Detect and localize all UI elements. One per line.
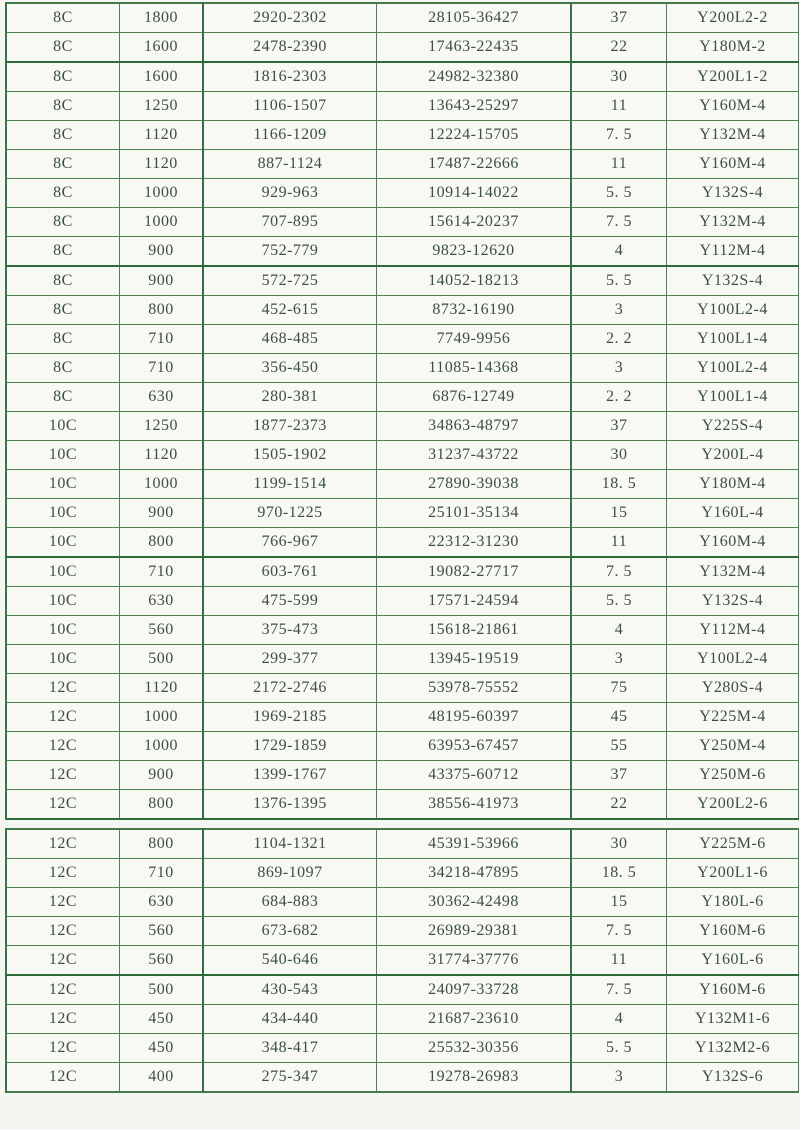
table-cell: 900 bbox=[120, 237, 204, 267]
table-cell: 800 bbox=[120, 829, 204, 859]
table-cell: 10C bbox=[6, 587, 120, 616]
table-cell: 30 bbox=[571, 441, 667, 470]
table-row bbox=[6, 674, 799, 703]
table-cell: 900 bbox=[120, 266, 204, 296]
table-cell: 710 bbox=[120, 557, 204, 587]
table-row bbox=[6, 383, 799, 412]
table-cell: 752-779 bbox=[203, 237, 377, 267]
table-row bbox=[6, 62, 799, 92]
table-cell: 24097-33728 bbox=[377, 975, 572, 1005]
table-cell: 684-883 bbox=[203, 888, 377, 917]
table-cell: 630 bbox=[120, 383, 204, 412]
table-cell: 275-347 bbox=[203, 1063, 377, 1093]
table-cell: Y200L1-2 bbox=[667, 62, 799, 92]
table-cell: Y132M-4 bbox=[667, 121, 799, 150]
table-cell: 8C bbox=[6, 296, 120, 325]
table-cell: 348-417 bbox=[203, 1034, 377, 1063]
table-row bbox=[6, 859, 799, 888]
table-cell: Y100L2-4 bbox=[667, 645, 799, 674]
table-cell: 800 bbox=[120, 296, 204, 325]
table-row bbox=[6, 325, 799, 354]
table-cell: 7. 5 bbox=[571, 975, 667, 1005]
table-cell: 10C bbox=[6, 557, 120, 587]
table-cell: 12C bbox=[6, 946, 120, 976]
table-row bbox=[6, 703, 799, 732]
table-row bbox=[6, 412, 799, 441]
table-cell: 8C bbox=[6, 179, 120, 208]
table-cell: 12C bbox=[6, 761, 120, 790]
table-cell: 11 bbox=[571, 528, 667, 558]
table-cell: 30362-42498 bbox=[377, 888, 572, 917]
table-cell: 17463-22435 bbox=[377, 33, 572, 63]
table-cell: 21687-23610 bbox=[377, 1005, 572, 1034]
table-cell: 34863-48797 bbox=[377, 412, 572, 441]
table-cell: 8C bbox=[6, 3, 120, 33]
table-cell: 7. 5 bbox=[571, 208, 667, 237]
table-cell: 280-381 bbox=[203, 383, 377, 412]
table-row bbox=[6, 354, 799, 383]
table-cell: 8C bbox=[6, 208, 120, 237]
table-cell: 15614-20237 bbox=[377, 208, 572, 237]
table-cell: 1250 bbox=[120, 92, 204, 121]
table-cell: 452-615 bbox=[203, 296, 377, 325]
table-row bbox=[6, 499, 799, 528]
table-cell: 1104-1321 bbox=[203, 829, 377, 859]
table-cell: 10C bbox=[6, 499, 120, 528]
table-cell: 1000 bbox=[120, 208, 204, 237]
table-cell: 38556-41973 bbox=[377, 790, 572, 820]
table-cell: 15618-21861 bbox=[377, 616, 572, 645]
table-cell: 1120 bbox=[120, 121, 204, 150]
table-row bbox=[6, 208, 799, 237]
table-cell: 6876-12749 bbox=[377, 383, 572, 412]
table-cell: Y225M-6 bbox=[667, 829, 799, 859]
table-cell: 37 bbox=[571, 3, 667, 33]
table-cell: 500 bbox=[120, 975, 204, 1005]
table-cell: 7749-9956 bbox=[377, 325, 572, 354]
table-cell: 1376-1395 bbox=[203, 790, 377, 820]
table-cell: 4 bbox=[571, 237, 667, 267]
table-cell: Y200L2-2 bbox=[667, 3, 799, 33]
table-cell: 560 bbox=[120, 946, 204, 976]
table-cell: 28105-36427 bbox=[377, 3, 572, 33]
table-cell: 887-1124 bbox=[203, 150, 377, 179]
table-cell: 5. 5 bbox=[571, 179, 667, 208]
table-cell: Y160M-4 bbox=[667, 150, 799, 179]
table-cell: 45391-53966 bbox=[377, 829, 572, 859]
table-cell: 450 bbox=[120, 1005, 204, 1034]
table-cell: 1600 bbox=[120, 33, 204, 63]
table-cell: 1505-1902 bbox=[203, 441, 377, 470]
table-cell: 34218-47895 bbox=[377, 859, 572, 888]
table-row bbox=[6, 732, 799, 761]
table-row bbox=[6, 790, 799, 820]
table-row bbox=[6, 528, 799, 558]
table-cell: 37 bbox=[571, 412, 667, 441]
table-cell: 8C bbox=[6, 62, 120, 92]
table-cell: 560 bbox=[120, 917, 204, 946]
table-row bbox=[6, 645, 799, 674]
table-cell: 24982-32380 bbox=[377, 62, 572, 92]
table-cell: 3 bbox=[571, 354, 667, 383]
table-cell: Y112M-4 bbox=[667, 237, 799, 267]
table-cell: 630 bbox=[120, 888, 204, 917]
table-cell: 8C bbox=[6, 325, 120, 354]
table-cell: Y132M-4 bbox=[667, 557, 799, 587]
table-cell: 5. 5 bbox=[571, 266, 667, 296]
table-cell: Y160L-6 bbox=[667, 946, 799, 976]
table-cell: 2920-2302 bbox=[203, 3, 377, 33]
table-cell: 1816-2303 bbox=[203, 62, 377, 92]
table-cell: 430-543 bbox=[203, 975, 377, 1005]
table-row bbox=[6, 470, 799, 499]
table-cell: 1877-2373 bbox=[203, 412, 377, 441]
table-cell: 30 bbox=[571, 829, 667, 859]
table-cell: 1399-1767 bbox=[203, 761, 377, 790]
table-cell: 4 bbox=[571, 616, 667, 645]
table-cell: 11 bbox=[571, 92, 667, 121]
table-cell: 3 bbox=[571, 296, 667, 325]
table-cell: 299-377 bbox=[203, 645, 377, 674]
table-cell: 603-761 bbox=[203, 557, 377, 587]
table-cell: 11 bbox=[571, 946, 667, 976]
table-cell: 710 bbox=[120, 325, 204, 354]
table-row bbox=[6, 179, 799, 208]
table-cell: 25101-35134 bbox=[377, 499, 572, 528]
table-row bbox=[6, 33, 799, 63]
table-cell: Y132S-6 bbox=[667, 1063, 799, 1093]
table-cell: 14052-18213 bbox=[377, 266, 572, 296]
table-cell: 1106-1507 bbox=[203, 92, 377, 121]
table-cell: 710 bbox=[120, 354, 204, 383]
table-cell: 400 bbox=[120, 1063, 204, 1093]
table-row bbox=[6, 121, 799, 150]
table-row bbox=[6, 587, 799, 616]
table-cell: 540-646 bbox=[203, 946, 377, 976]
table-cell: 63953-67457 bbox=[377, 732, 572, 761]
table-row bbox=[6, 237, 799, 267]
table-cell: 31237-43722 bbox=[377, 441, 572, 470]
table-cell: Y132S-4 bbox=[667, 266, 799, 296]
table-cell: 8C bbox=[6, 150, 120, 179]
table-cell: 5. 5 bbox=[571, 1034, 667, 1063]
table-cell: 1969-2185 bbox=[203, 703, 377, 732]
table-cell: Y132S-4 bbox=[667, 587, 799, 616]
table-cell: 1000 bbox=[120, 470, 204, 499]
table-cell: 468-485 bbox=[203, 325, 377, 354]
table-row bbox=[6, 761, 799, 790]
table-cell: 5. 5 bbox=[571, 587, 667, 616]
table-cell: 13945-19519 bbox=[377, 645, 572, 674]
table-cell: 766-967 bbox=[203, 528, 377, 558]
table-cell: 12C bbox=[6, 674, 120, 703]
table-cell: 10C bbox=[6, 470, 120, 499]
table-cell: 12C bbox=[6, 1005, 120, 1034]
table-cell: 25532-30356 bbox=[377, 1034, 572, 1063]
table-cell: Y280S-4 bbox=[667, 674, 799, 703]
table-row bbox=[6, 975, 799, 1005]
table-cell: 22 bbox=[571, 790, 667, 820]
table-cell: 1800 bbox=[120, 3, 204, 33]
table-cell: Y160M-4 bbox=[667, 92, 799, 121]
spec-table-lower bbox=[5, 828, 799, 1093]
table-cell: 1166-1209 bbox=[203, 121, 377, 150]
table-cell: 10C bbox=[6, 441, 120, 470]
table-cell: 673-682 bbox=[203, 917, 377, 946]
table-cell: 12C bbox=[6, 1034, 120, 1063]
table-cell: 7. 5 bbox=[571, 917, 667, 946]
table-cell: 630 bbox=[120, 587, 204, 616]
table-row bbox=[6, 917, 799, 946]
table-cell: 7. 5 bbox=[571, 121, 667, 150]
table-cell: 26989-29381 bbox=[377, 917, 572, 946]
table-cell: 560 bbox=[120, 616, 204, 645]
table-cell: 75 bbox=[571, 674, 667, 703]
table-cell: 572-725 bbox=[203, 266, 377, 296]
table-row bbox=[6, 150, 799, 179]
table-cell: 1000 bbox=[120, 732, 204, 761]
table-cell: Y180L-6 bbox=[667, 888, 799, 917]
table-cell: 12C bbox=[6, 917, 120, 946]
table-row bbox=[6, 829, 799, 859]
table-row bbox=[6, 946, 799, 976]
table-cell: Y180M-2 bbox=[667, 33, 799, 63]
table-cell: 475-599 bbox=[203, 587, 377, 616]
table-cell: Y132S-4 bbox=[667, 179, 799, 208]
table-row bbox=[6, 3, 799, 33]
table-cell: 53978-75552 bbox=[377, 674, 572, 703]
table-cell: Y200L2-6 bbox=[667, 790, 799, 820]
table-cell: Y100L2-4 bbox=[667, 296, 799, 325]
table-row bbox=[6, 441, 799, 470]
table-cell: 10C bbox=[6, 528, 120, 558]
table-cell: 12C bbox=[6, 829, 120, 859]
table-cell: Y180M-4 bbox=[667, 470, 799, 499]
table-row bbox=[6, 557, 799, 587]
table-cell: 1600 bbox=[120, 62, 204, 92]
table-cell: Y100L1-4 bbox=[667, 383, 799, 412]
table-cell: 1729-1859 bbox=[203, 732, 377, 761]
table-cell: 8C bbox=[6, 33, 120, 63]
table-cell: Y160M-4 bbox=[667, 528, 799, 558]
table-cell: 45 bbox=[571, 703, 667, 732]
table-cell: 356-450 bbox=[203, 354, 377, 383]
table-cell: 12C bbox=[6, 1063, 120, 1093]
table-cell: 12C bbox=[6, 790, 120, 820]
table-cell: Y250M-4 bbox=[667, 732, 799, 761]
table-cell: 10C bbox=[6, 645, 120, 674]
table-cell: 22312-31230 bbox=[377, 528, 572, 558]
table-cell: 900 bbox=[120, 499, 204, 528]
table-cell: 8732-16190 bbox=[377, 296, 572, 325]
table-cell: 1120 bbox=[120, 674, 204, 703]
table-cell: 27890-39038 bbox=[377, 470, 572, 499]
table-row bbox=[6, 296, 799, 325]
table-cell: Y225M-4 bbox=[667, 703, 799, 732]
table-cell: 2. 2 bbox=[571, 325, 667, 354]
table-cell: 4 bbox=[571, 1005, 667, 1034]
table-cell: 1120 bbox=[120, 150, 204, 179]
table-cell: Y112M-4 bbox=[667, 616, 799, 645]
table-cell: 12224-15705 bbox=[377, 121, 572, 150]
table-cell: 2172-2746 bbox=[203, 674, 377, 703]
table-row bbox=[6, 1005, 799, 1034]
table-cell: 10C bbox=[6, 616, 120, 645]
table-cell: 12C bbox=[6, 859, 120, 888]
table-cell: 2478-2390 bbox=[203, 33, 377, 63]
table-cell: Y132M-4 bbox=[667, 208, 799, 237]
table-cell: 434-440 bbox=[203, 1005, 377, 1034]
table-cell: 11 bbox=[571, 150, 667, 179]
table-cell: 3 bbox=[571, 1063, 667, 1093]
table-row bbox=[6, 616, 799, 645]
table-cell: 15 bbox=[571, 499, 667, 528]
table-cell: 43375-60712 bbox=[377, 761, 572, 790]
table-cell: 22 bbox=[571, 33, 667, 63]
table-cell: Y160L-4 bbox=[667, 499, 799, 528]
table-cell: 8C bbox=[6, 92, 120, 121]
table-cell: Y132M2-6 bbox=[667, 1034, 799, 1063]
table-cell: 707-895 bbox=[203, 208, 377, 237]
table-cell: Y225S-4 bbox=[667, 412, 799, 441]
table-cell: 710 bbox=[120, 859, 204, 888]
table-cell: 500 bbox=[120, 645, 204, 674]
table-cell: 13643-25297 bbox=[377, 92, 572, 121]
table-cell: 1000 bbox=[120, 703, 204, 732]
table-cell: 7. 5 bbox=[571, 557, 667, 587]
table-row bbox=[6, 1034, 799, 1063]
table-cell: 30 bbox=[571, 62, 667, 92]
table-cell: 19082-27717 bbox=[377, 557, 572, 587]
table-cell: 869-1097 bbox=[203, 859, 377, 888]
table-cell: 12C bbox=[6, 888, 120, 917]
spec-table-upper bbox=[5, 2, 799, 820]
table-cell: 375-473 bbox=[203, 616, 377, 645]
table-cell: 8C bbox=[6, 121, 120, 150]
table-cell: 11085-14368 bbox=[377, 354, 572, 383]
table-cell: Y200L1-6 bbox=[667, 859, 799, 888]
table-cell: 8C bbox=[6, 237, 120, 267]
table-cell: 10914-14022 bbox=[377, 179, 572, 208]
table-cell: 450 bbox=[120, 1034, 204, 1063]
table-cell: Y100L2-4 bbox=[667, 354, 799, 383]
table-cell: 12C bbox=[6, 703, 120, 732]
table-cell: Y160M-6 bbox=[667, 917, 799, 946]
table-cell: 1199-1514 bbox=[203, 470, 377, 499]
table-cell: 8C bbox=[6, 354, 120, 383]
table-cell: 2. 2 bbox=[571, 383, 667, 412]
table-cell: Y160M-6 bbox=[667, 975, 799, 1005]
table-row bbox=[6, 888, 799, 917]
table-cell: 10C bbox=[6, 412, 120, 441]
table-cell: 15 bbox=[571, 888, 667, 917]
table-cell: 12C bbox=[6, 732, 120, 761]
table-cell: 18. 5 bbox=[571, 470, 667, 499]
table-cell: 970-1225 bbox=[203, 499, 377, 528]
table-cell: 1000 bbox=[120, 179, 204, 208]
table-cell: 37 bbox=[571, 761, 667, 790]
table-cell: 12C bbox=[6, 975, 120, 1005]
table-cell: Y100L1-4 bbox=[667, 325, 799, 354]
table-cell: 929-963 bbox=[203, 179, 377, 208]
table-cell: 17487-22666 bbox=[377, 150, 572, 179]
table-row bbox=[6, 1063, 799, 1093]
table-row bbox=[6, 266, 799, 296]
table-cell: 9823-12620 bbox=[377, 237, 572, 267]
table-cell: 48195-60397 bbox=[377, 703, 572, 732]
table-cell: 800 bbox=[120, 790, 204, 820]
table-cell: 1250 bbox=[120, 412, 204, 441]
table-cell: Y132M1-6 bbox=[667, 1005, 799, 1034]
table-cell: 18. 5 bbox=[571, 859, 667, 888]
table-cell: 19278-26983 bbox=[377, 1063, 572, 1093]
table-cell: 8C bbox=[6, 266, 120, 296]
table-cell: 17571-24594 bbox=[377, 587, 572, 616]
table-cell: 800 bbox=[120, 528, 204, 558]
table-cell: 1120 bbox=[120, 441, 204, 470]
table-cell: 55 bbox=[571, 732, 667, 761]
table-cell: 8C bbox=[6, 383, 120, 412]
table-cell: Y200L-4 bbox=[667, 441, 799, 470]
table-cell: 900 bbox=[120, 761, 204, 790]
table-row bbox=[6, 92, 799, 121]
table-cell: 31774-37776 bbox=[377, 946, 572, 976]
table-cell: 3 bbox=[571, 645, 667, 674]
table-cell: Y250M-6 bbox=[667, 761, 799, 790]
